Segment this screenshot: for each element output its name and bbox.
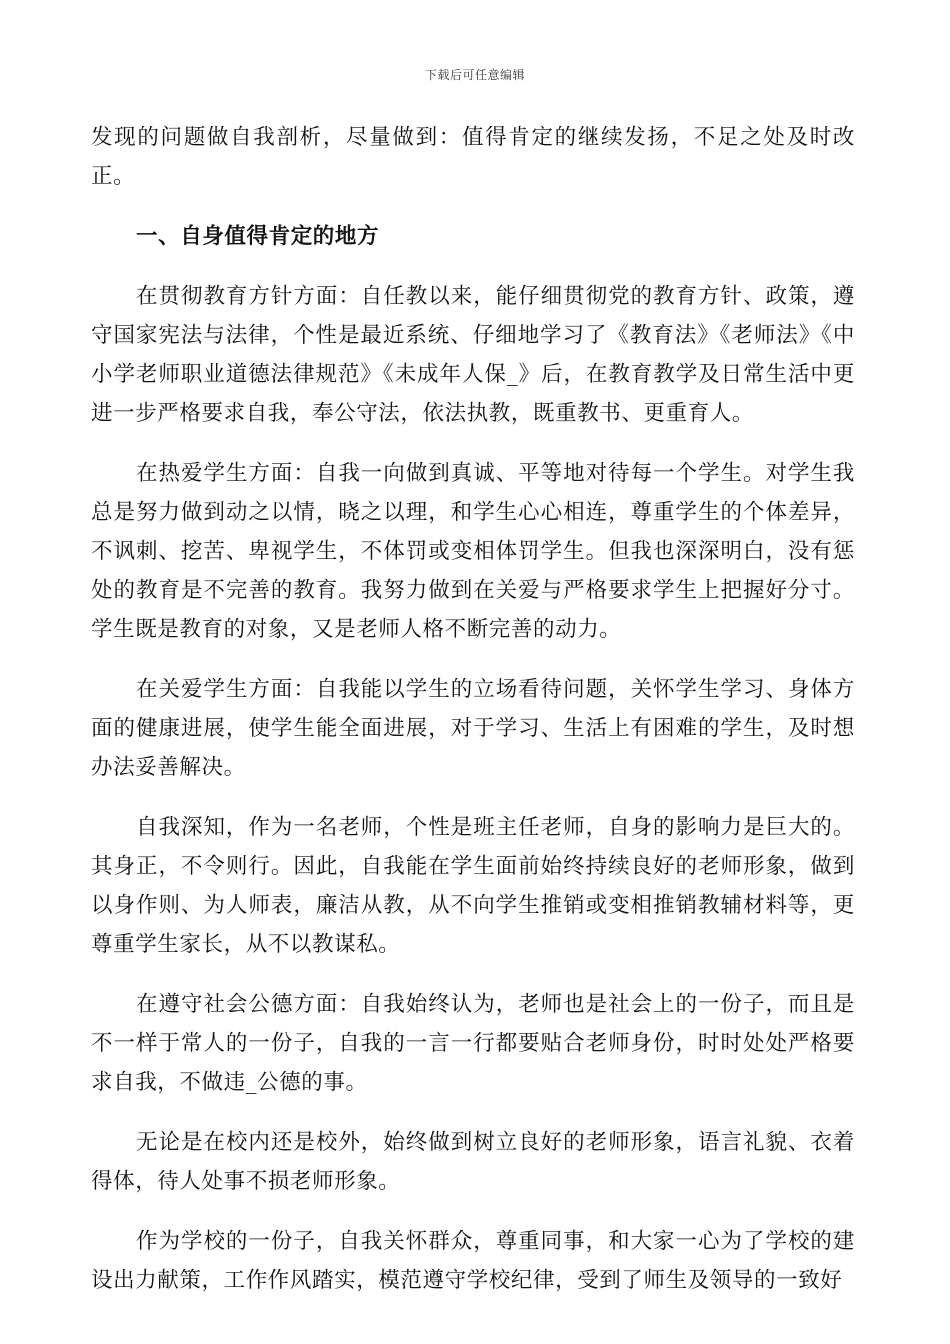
intro-line: 发现的问题做自我剖析，尽量做到：值得肯定的继续发扬，不足之处及时改正。 bbox=[91, 125, 855, 189]
paragraph-care-students: 在关爱学生方面：自我能以学生的立场看待问题，关怀学生学习、身体方面的健康进展，使学生能全面进展，对于学习、生活上有困难的学生，及时想办法妥善解决。 bbox=[91, 677, 855, 780]
document-body bbox=[91, 118, 855, 1300]
paragraph-love-students: 在热爱学生方面：自我一向做到真诚、平等地对待每一个学生。对学生我总是努力做到动之以情，晓之以理，和学生心心相连，尊重学生的个体差异，不讽刺、挖苦、卑视学生，不体罚或变相体罚学生。但我也深深明白，没有惩处的教育是不完善的教育。我努力做到在关爱与严格要求学生上把握好分寸。学生既是教育的对象，又是老师人格不断完善的动力。 bbox=[91, 461, 855, 642]
header-note: 下载后可任意编辑 bbox=[424, 68, 525, 82]
section-heading: 一、自身值得肯定的地方 bbox=[136, 224, 380, 249]
paragraph-education-policy: 在贯彻教育方针方面：自任教以来，能仔细贯彻党的教育方针、政策，遵守国家宪法与法律，个性是最近系统、仔细地学习了《教育法》《老师法》《中小学老师职业道德法律规范》《未成年人保_》后，在教育教学及日常生活中更进一步严格要求自我，奉公守法，依法执教，既重教书、更重育人。 bbox=[91, 284, 855, 426]
paragraph-role-model: 自我深知，作为一名老师，个性是班主任老师，自身的影响力是巨大的。其身正，不令则行。因此，自我能在学生面前始终持续良好的老师形象，做到以身作则、为人师表，廉洁从教，从不向学生推销或变相推销教辅材料等，更尊重学生家长，从不以教谋私。 bbox=[91, 815, 855, 957]
paragraph-social-morality: 在遵守社会公德方面：自我始终认为，老师也是社会上的一份子，而且是不一样于常人的一份子，自我的一言一行都要贴合老师身份，时时处处严格要求自我，不做违_公德的事。 bbox=[91, 992, 855, 1095]
paragraph-teacher-image: 无论是在校内还是校外，始终做到树立良好的老师形象，语言礼貌、衣着得体，待人处事不损老师形象。 bbox=[91, 1130, 855, 1194]
paragraph-school-member: 作为学校的一份子，自我关怀群众，尊重同事，和大家一心为了学校的建设出力献策，工作作风踏实，模范遵守学校纪律，受到了师生及领导的一致好 bbox=[91, 1229, 855, 1293]
